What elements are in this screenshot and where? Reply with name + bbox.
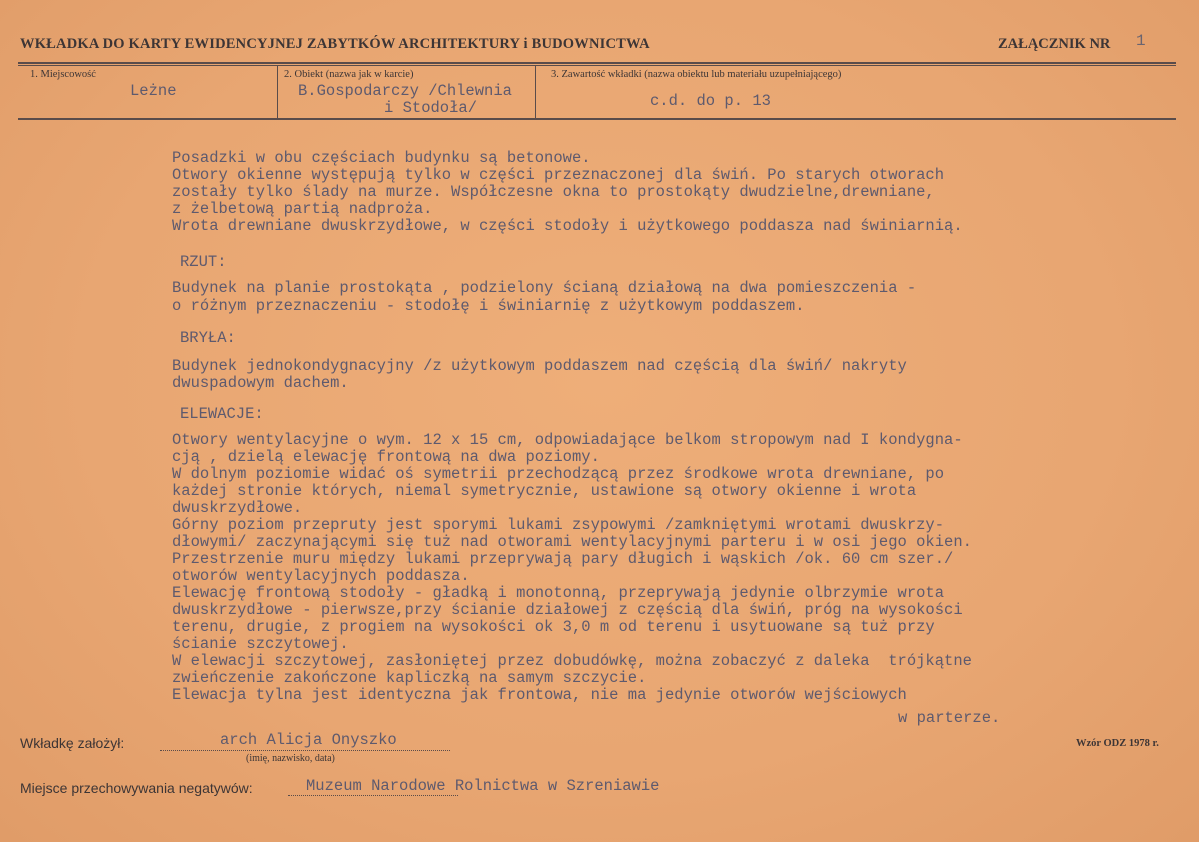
body-line: W elewacji szczytowej, zasłoniętej przez dobudówkę, można zobaczyć z daleka trójkątne — [172, 652, 972, 670]
storage-label: Miejsce przechowywania negatywów: — [20, 780, 253, 796]
body-line: Przestrzenie muru między lukami przeprywają pary długich i wąskich /ok. 60 cm szer./ — [172, 550, 954, 568]
founder-value: arch Alicja Onyszko — [220, 731, 397, 749]
body-line: Budynek jednokondygnacyjny /z użytkowym poddaszem nad częścią dla świń/ nakryty — [172, 357, 907, 375]
body-line: Górny poziom przepruty jest sporymi lukami zsypowymi /zamkniętymi wrotami dwuskrzy- — [172, 516, 945, 534]
body-line: dwuspadowym dachem. — [172, 374, 349, 392]
field-divider-2 — [535, 66, 536, 119]
attachment-label: ZAŁĄCZNIK NR — [998, 36, 1111, 52]
template-label: Wzór ODZ 1978 r. — [1076, 738, 1159, 749]
section-heading-elewacje: ELEWACJE: — [180, 405, 264, 423]
section-heading-bryla: BRYŁA: — [180, 329, 236, 347]
locality-label: 1. Miejscowość — [30, 69, 96, 80]
object-value-line2: i Stodoła/ — [384, 99, 478, 117]
body-line: z żelbetową partią nadproża. — [172, 200, 433, 218]
object-value-line1: B.Gospodarczy /Chlewnia — [298, 82, 512, 100]
attachment-number: 1 — [1136, 32, 1146, 50]
body-line: terenu, drugie, z progiem na wysokości ok 3,0 m od terenu i usytuowane są tuż przy — [172, 618, 935, 636]
body-line: o różnym przeznaczeniu - stodołę i świniarnię z użytkowym poddaszem. — [172, 297, 805, 315]
content-label: 3. Zawartość wkładki (nazwa obiektu lub materiału uzupełniającego) — [551, 69, 842, 80]
field-divider-1 — [277, 66, 278, 119]
storage-value: Muzeum Narodowe Rolnictwa w Szreniawie — [306, 777, 660, 795]
founder-label: Wkładkę założył: — [20, 735, 125, 751]
content-value: c.d. do p. 13 — [650, 92, 771, 110]
body-line: Budynek na planie prostokąta , podzielony ścianą działową na dwa pomieszczenia - — [172, 279, 917, 297]
body-line: dłowymi/ zaczynającymi się tuż nad otworami wentylacyjnymi parteru i w osi jego okien. — [172, 533, 972, 551]
body-line: w parterze. — [898, 709, 1001, 727]
header-top-rule-thin — [18, 65, 1176, 66]
body-line: Elewację frontową stodoły - gładką i monotonną, przeprywają jedynie olbrzymie wrota — [172, 584, 945, 602]
body-line: dwuskrzydłowe - pierwsze,przy ścianie działowej z częścią dla świń, próg na wysokości — [172, 601, 963, 619]
body-line: W dolnym poziomie widać oś symetrii przechodzącą przez środkowe wrota drewniane, po — [172, 465, 945, 483]
locality-value: Leżne — [130, 82, 177, 100]
header-bottom-rule — [18, 118, 1176, 120]
body-line: Wrota drewniane dwuskrzydłowe, w części stodoły i użytkowego poddasza nad świniarnią. — [172, 217, 963, 235]
body-line: zostały tylko ślady na murze. Współczesne okna to prostokąty dwudzielne,drewniane, — [172, 183, 935, 201]
body-line: zwieńczenie zakończone kapliczką na samym szczycie. — [172, 669, 647, 687]
section-heading-rzut: RZUT: — [180, 253, 227, 271]
body-line: otworów wentylacyjnych poddasza. — [172, 567, 470, 585]
body-line: Otwory okienne występują tylko w części przeznaczonej dla świń. Po starych otworach — [172, 166, 945, 184]
body-line: cją , dzielą elewację frontową na dwa poziomy. — [172, 448, 600, 466]
body-line: Otwory wentylacyjne o wym. 12 x 15 cm, odpowiadające belkom stropowym nad I kondygna- — [172, 431, 963, 449]
founder-hint: (imię, nazwisko, data) — [246, 753, 335, 764]
body-line: ścianie szczytowej. — [172, 635, 349, 653]
body-line: Posadzki w obu częściach budynku są betonowe. — [172, 149, 591, 167]
object-label: 2. Obiekt (nazwa jak w karcie) — [284, 69, 414, 80]
body-line: Elewacja tylna jest identyczna jak frontowa, nie ma jedynie otworów wejściowych — [172, 686, 907, 704]
form-title: WKŁADKA DO KARTY EWIDENCYJNEJ ZABYTKÓW ARCHITEKTURY i BUDOWNICTWA — [20, 36, 650, 52]
body-line: każdej stronie których, niemal symetrycznie, ustawione są otwory okienne i wrota — [172, 482, 917, 500]
founder-underline — [160, 750, 450, 751]
body-line: dwuskrzydłowe. — [172, 499, 303, 517]
header-top-rule — [18, 62, 1176, 64]
storage-underline — [288, 795, 458, 796]
